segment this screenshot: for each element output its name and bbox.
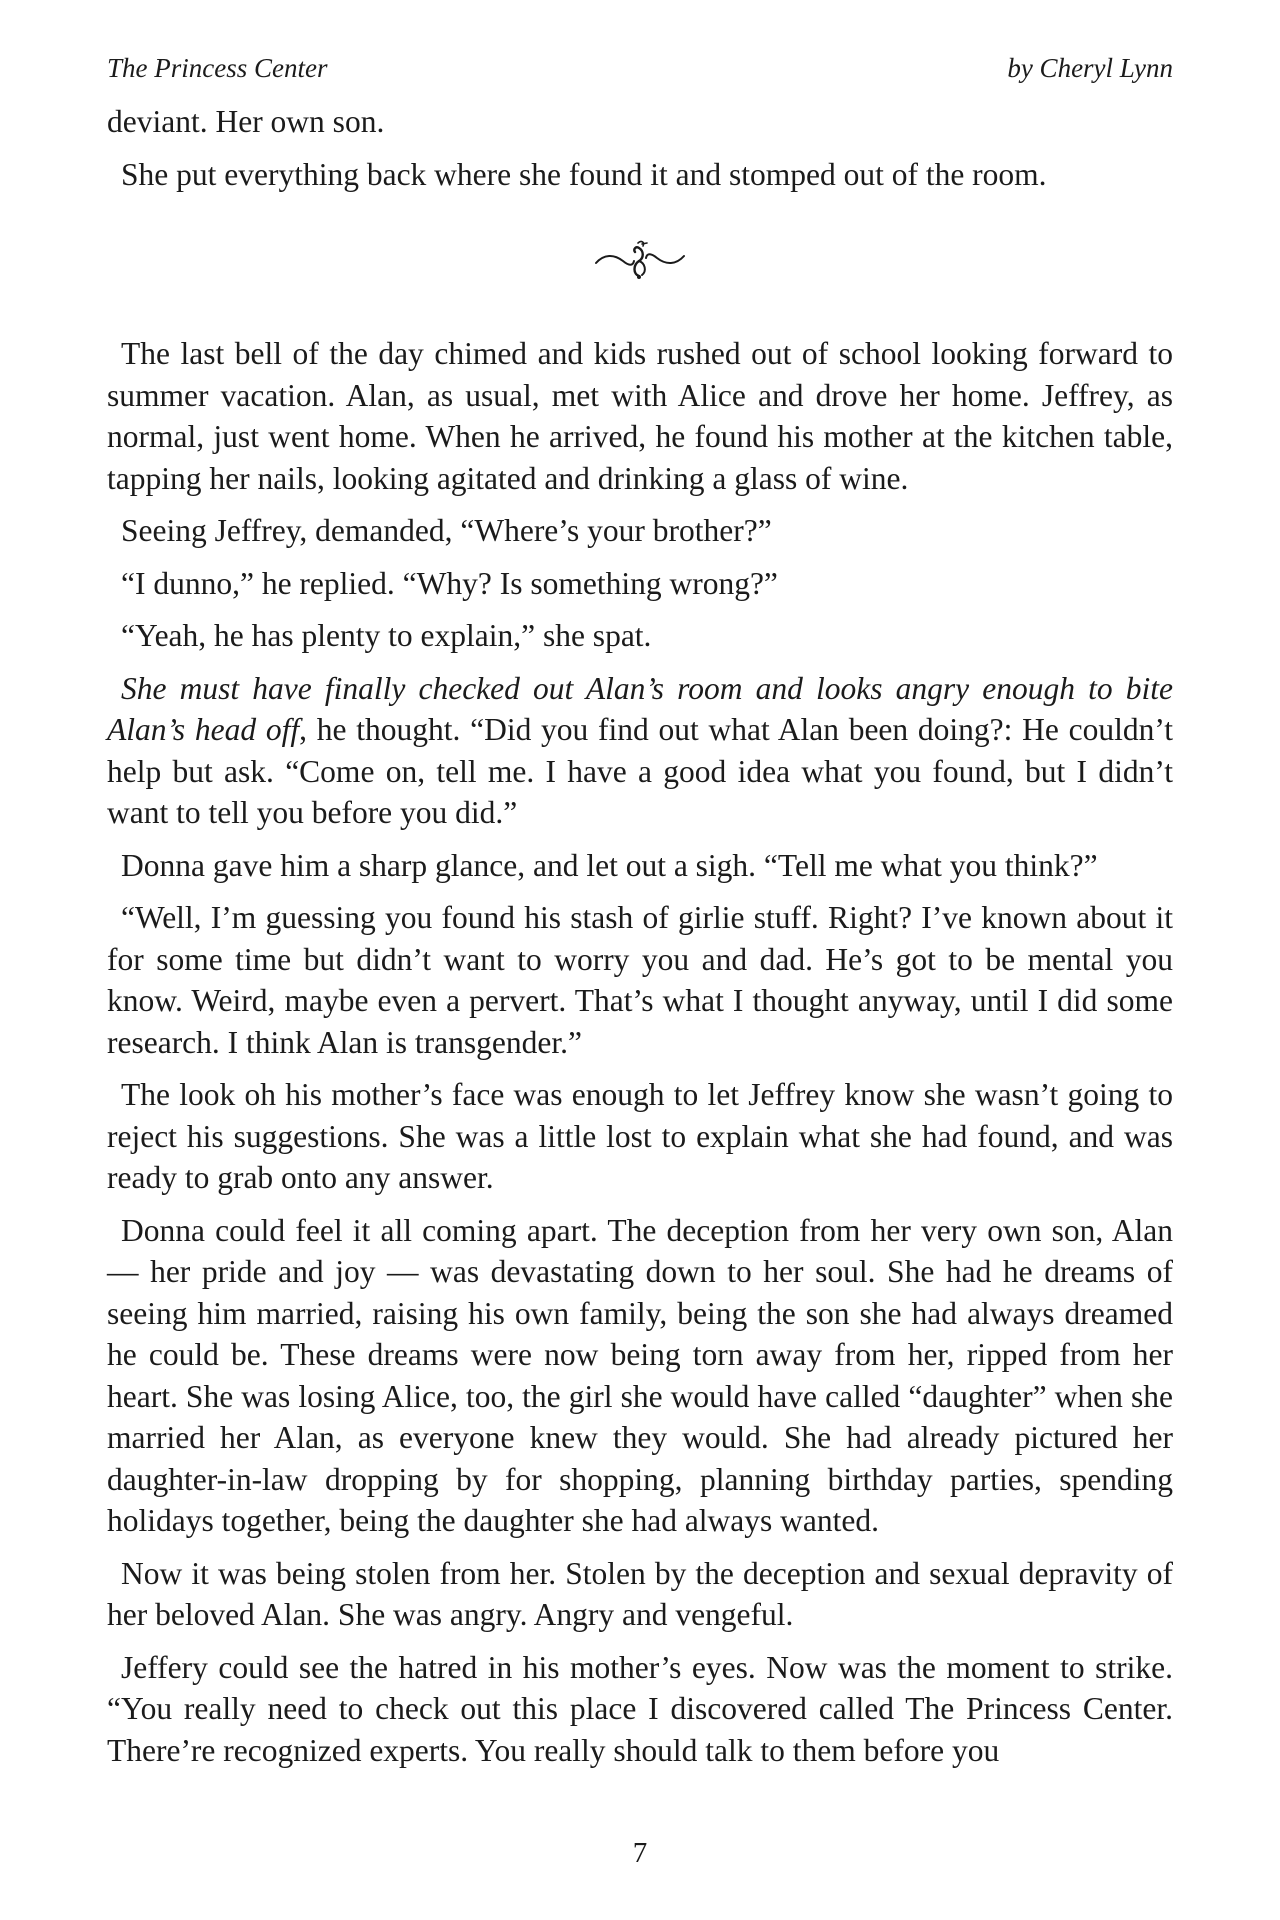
body-text	[107, 101, 1173, 1782]
paragraph: “I dunno,” he replied. “Why? Is something wrong?”	[121, 565, 778, 601]
scroll-ornament-icon	[107, 209, 1173, 309]
author-byline: by Cheryl Lynn	[1007, 53, 1173, 83]
page-number: 7	[632, 1837, 648, 1869]
paragraph	[107, 668, 1173, 834]
paragraph: deviant. Her own son.	[107, 104, 385, 139]
paragraph: She put everything back where she found it and stomped out of the room.	[121, 156, 1047, 192]
running-header	[107, 48, 1173, 88]
paragraph: Donna gave him a sharp glance, and let out a sigh. “Tell me what you think?”	[121, 847, 1098, 883]
paragraph: The last bell of the day chimed and kids rushed out of school looking forward to summer vacation. Alan, as usual, met with Alice and drove her home. Jeffrey, as normal, just went home. When he arrived, he found his mother at the kitchen table, tapping her nails, looking agitated and drinking a glass of wine.	[107, 336, 1173, 496]
italic-thought: She must have finally checked out Alan’s room and looks angry enough to bite Alan’s head off	[107, 670, 1173, 747]
paragraph: Seeing Jeffrey, demanded, “Where’s your brother?”	[121, 513, 772, 548]
paragraph: Donna could feel it all coming apart. The deception from her very own son, Alan — her pride and joy — was devastating down to her soul. She had he dreams of seeing him married, raising his own family, being the son she had always dreamed he could be. These dreams were now being torn away from her, ripped from her heart. She was losing Alice, too, the girl she would have called “daughter” when she married her Alan, as everyone knew they would. She had already pictured her daughter-in-law dropping by for shopping, planning birthday parties, spending holidays together, being the daughter she had always wanted.	[107, 1212, 1173, 1538]
paragraph: “Yeah, he has plenty to explain,” she spat.	[121, 618, 652, 653]
paragraph: Now it was being stolen from her. Stolen by the deception and sexual depravity of her beloved Alan. She was angry. Angry and vengeful.	[107, 1555, 1173, 1632]
paragraph: The look oh his mother’s face was enough to let Jeffrey know she wasn’t going to reject his suggestions. She was a little lost to explain what she had found, and was ready to grab onto any answer.	[107, 1077, 1173, 1195]
book-title: The Princess Center	[107, 53, 328, 83]
paragraph: “Well, I’m guessing you found his stash of girlie stuff. Right? I’ve known about it for some time but didn’t want to worry you and dad. He’s got to be mental you know. Weird, maybe even a pervert. That’s what I thought anyway, until I did some research. I think Alan is transgender.”	[107, 900, 1173, 1060]
paragraph: Jeffery could see the hatred in his mother’s eyes. Now was the moment to strike. “You really need to check out this place I discovered called The Princess Center. There’re recognized experts. You really should talk to them before you	[107, 1649, 1173, 1768]
paragraph-text: , he thought. “Did you find out what Alan been doing?: He couldn’t help but ask. “Come on, tell me. I have a good idea what you found, but I didn’t want to tell you before you did.”	[107, 712, 1173, 830]
